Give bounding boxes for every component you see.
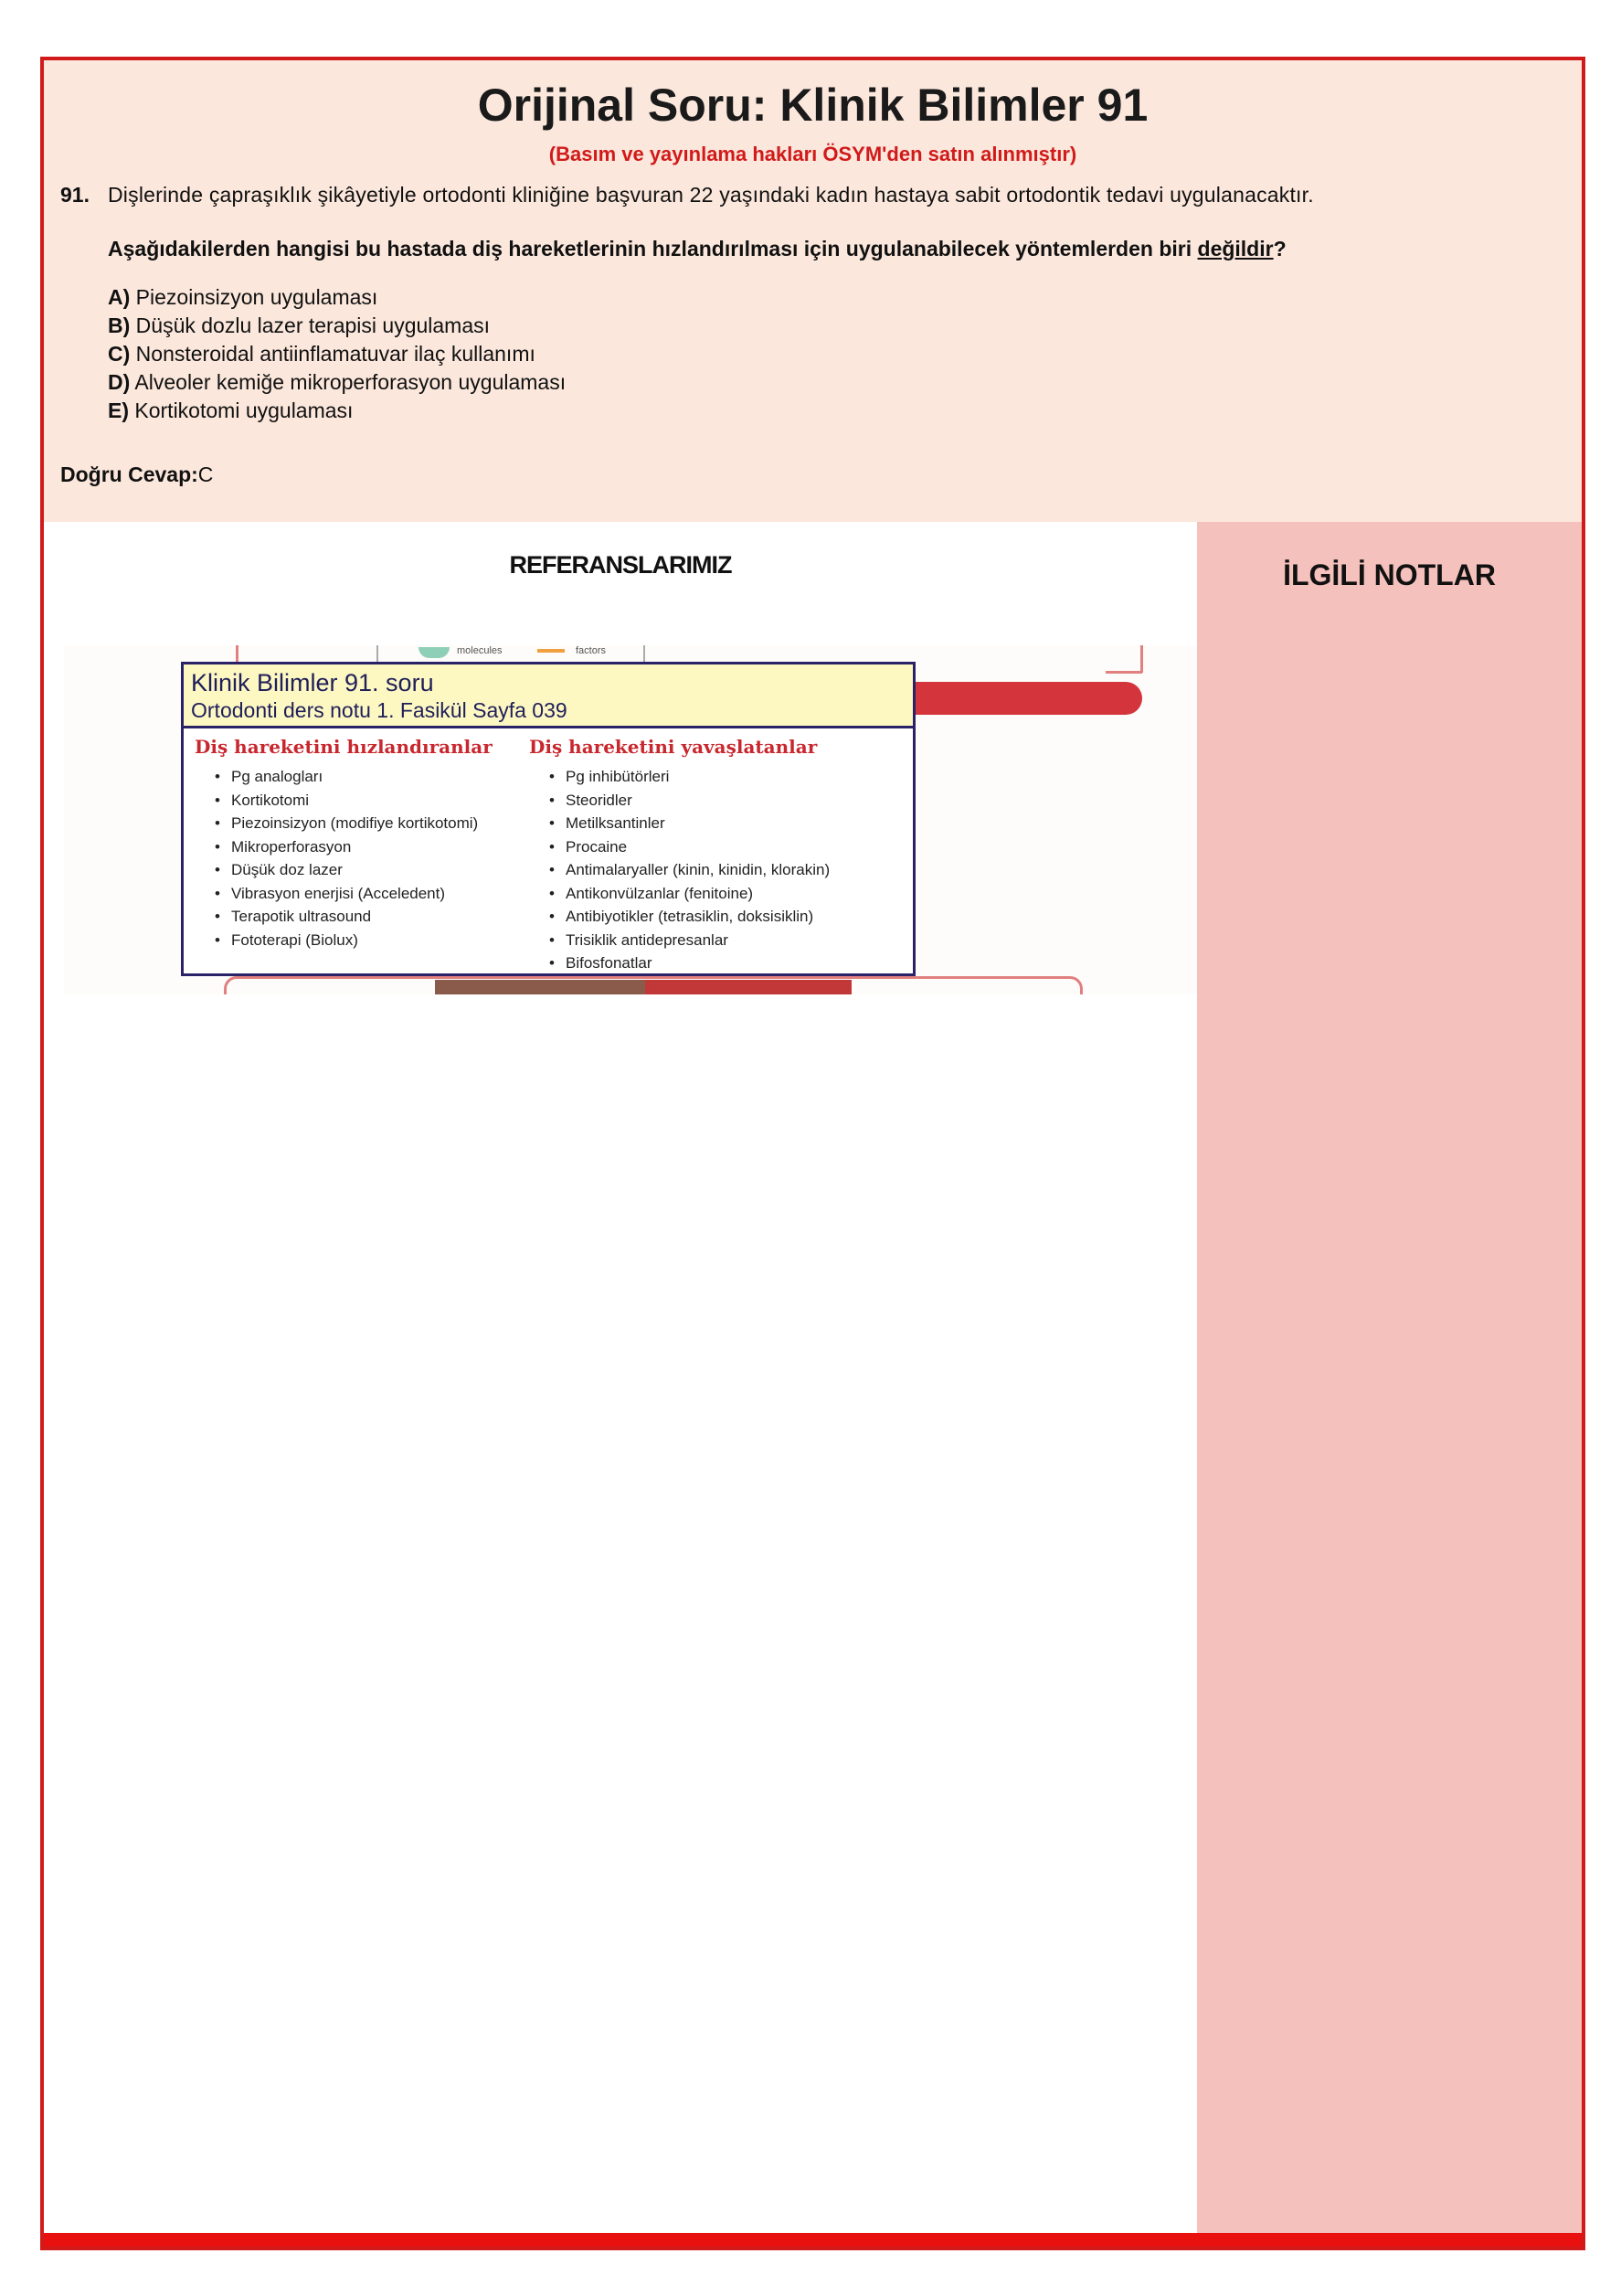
decelerators-list — [529, 765, 830, 975]
correct-answer-label: Doğru Cevap: — [60, 462, 198, 486]
list-item: • Antimalaryaller (kinin, kinidin, klorakin) — [529, 858, 830, 882]
background-photo — [645, 980, 852, 994]
notes-title: İLGİLİ NOTLAR — [1283, 558, 1496, 591]
option-letter: B) — [108, 314, 131, 337]
background-line — [1106, 671, 1142, 674]
option-letter: E) — [108, 399, 129, 422]
list-item: • Terapotik ultrasound — [195, 905, 493, 929]
background-line — [643, 645, 645, 662]
reference-box-title: Klinik Bilimler 91. soru — [191, 669, 434, 696]
question-stem: Dişlerinde çapraşıklık şikâyetiyle ortodonti kliniğine başvuran 22 yaşındaki kadın hastaya sabit ortodontik tedavi uygulanacaktır. — [108, 183, 1314, 207]
accelerators-heading: Diş hareketini hızlandıranlar — [195, 736, 493, 758]
reference-box-subtitle: Ortodonti ders notu 1. Fasikül Sayfa 039 — [191, 698, 567, 722]
option-c — [108, 340, 566, 368]
question-prompt — [108, 237, 1287, 261]
list-item: • Düşük doz lazer — [195, 858, 493, 882]
background-line — [376, 645, 378, 662]
accelerators-column — [195, 736, 493, 951]
question-panel — [44, 60, 1582, 522]
page-frame — [40, 57, 1585, 2250]
reference-image — [64, 645, 1197, 994]
decelerators-heading: Diş hareketini yavaşlatanlar — [529, 736, 818, 758]
option-text: Kortikotomi uygulaması — [134, 399, 354, 422]
question-prompt-suffix: ? — [1273, 237, 1287, 260]
option-letter: C) — [108, 342, 131, 366]
option-letter: D) — [108, 370, 131, 394]
list-item: • Vibrasyon enerjisi (Acceledent) — [195, 882, 493, 906]
references-panel — [44, 522, 1197, 2240]
background-label: molecules — [457, 645, 503, 656]
option-text: Alveoler kemiğe mikroperforasyon uygulaması — [134, 370, 567, 394]
copyright-notice: (Basım ve yayınlama hakları ÖSYM'den satın alınmıştır) — [548, 143, 1077, 165]
bottom-bar — [44, 2233, 1582, 2247]
background-label: factors — [576, 645, 607, 656]
question-number: 91. — [60, 183, 90, 207]
option-e — [108, 397, 566, 425]
list-item: • Fototerapi (Biolux) — [195, 929, 493, 952]
correct-answer-value: C — [197, 462, 214, 486]
list-item: • Antikonvülzanlar (fenitoine) — [529, 882, 830, 906]
notes-panel — [1197, 522, 1582, 2240]
background-photo — [435, 980, 645, 994]
list-item: • Antibiyotikler (tetrasiklin, doksisiklin) — [529, 905, 830, 929]
option-d — [108, 368, 566, 397]
reference-box — [181, 662, 916, 976]
list-item: • Trisiklik antidepresanlar — [529, 929, 830, 952]
list-item: • Pg inhibütörleri — [529, 765, 830, 789]
references-title: REFERANSLARIMIZ — [509, 551, 732, 579]
list-item: • Kortikotomi — [195, 789, 493, 813]
list-item: • Steoridler — [529, 789, 830, 813]
option-b — [108, 312, 566, 340]
question-prompt-text: Aşağıdakilerden hangisi bu hastada diş hareketlerinin hızlandırılması için uygulanabilecek yöntemlerden biri — [108, 237, 1198, 260]
list-item: • Metilksantinler — [529, 812, 830, 835]
decelerators-column — [529, 736, 830, 975]
background-dash — [537, 649, 565, 653]
background-line — [1140, 645, 1143, 673]
option-text: Piezoinsizyon uygulaması — [135, 285, 378, 309]
list-item: • Bifosfonatlar — [529, 951, 830, 975]
option-text: Nonsteroidal antiinflamatuvar ilaç kullanımı — [135, 342, 535, 366]
page-title: Orijinal Soru: Klinik Bilimler 91 — [477, 80, 1149, 131]
background-dot — [418, 647, 450, 658]
correct-answer — [60, 462, 213, 487]
option-text: Düşük dozlu lazer terapisi uygulaması — [135, 314, 491, 337]
option-a — [108, 283, 566, 312]
question-prompt-emphasis: değildir — [1197, 237, 1274, 260]
accelerators-list — [195, 765, 493, 951]
list-item: • Piezoinsizyon (modifiye kortikotomi) — [195, 812, 493, 835]
answer-options — [108, 283, 566, 425]
list-item: • Pg analogları — [195, 765, 493, 789]
list-item: • Procaine — [529, 835, 830, 859]
list-item: • Mikroperforasyon — [195, 835, 493, 859]
reference-box-header — [184, 664, 913, 728]
option-letter: A) — [108, 285, 131, 309]
